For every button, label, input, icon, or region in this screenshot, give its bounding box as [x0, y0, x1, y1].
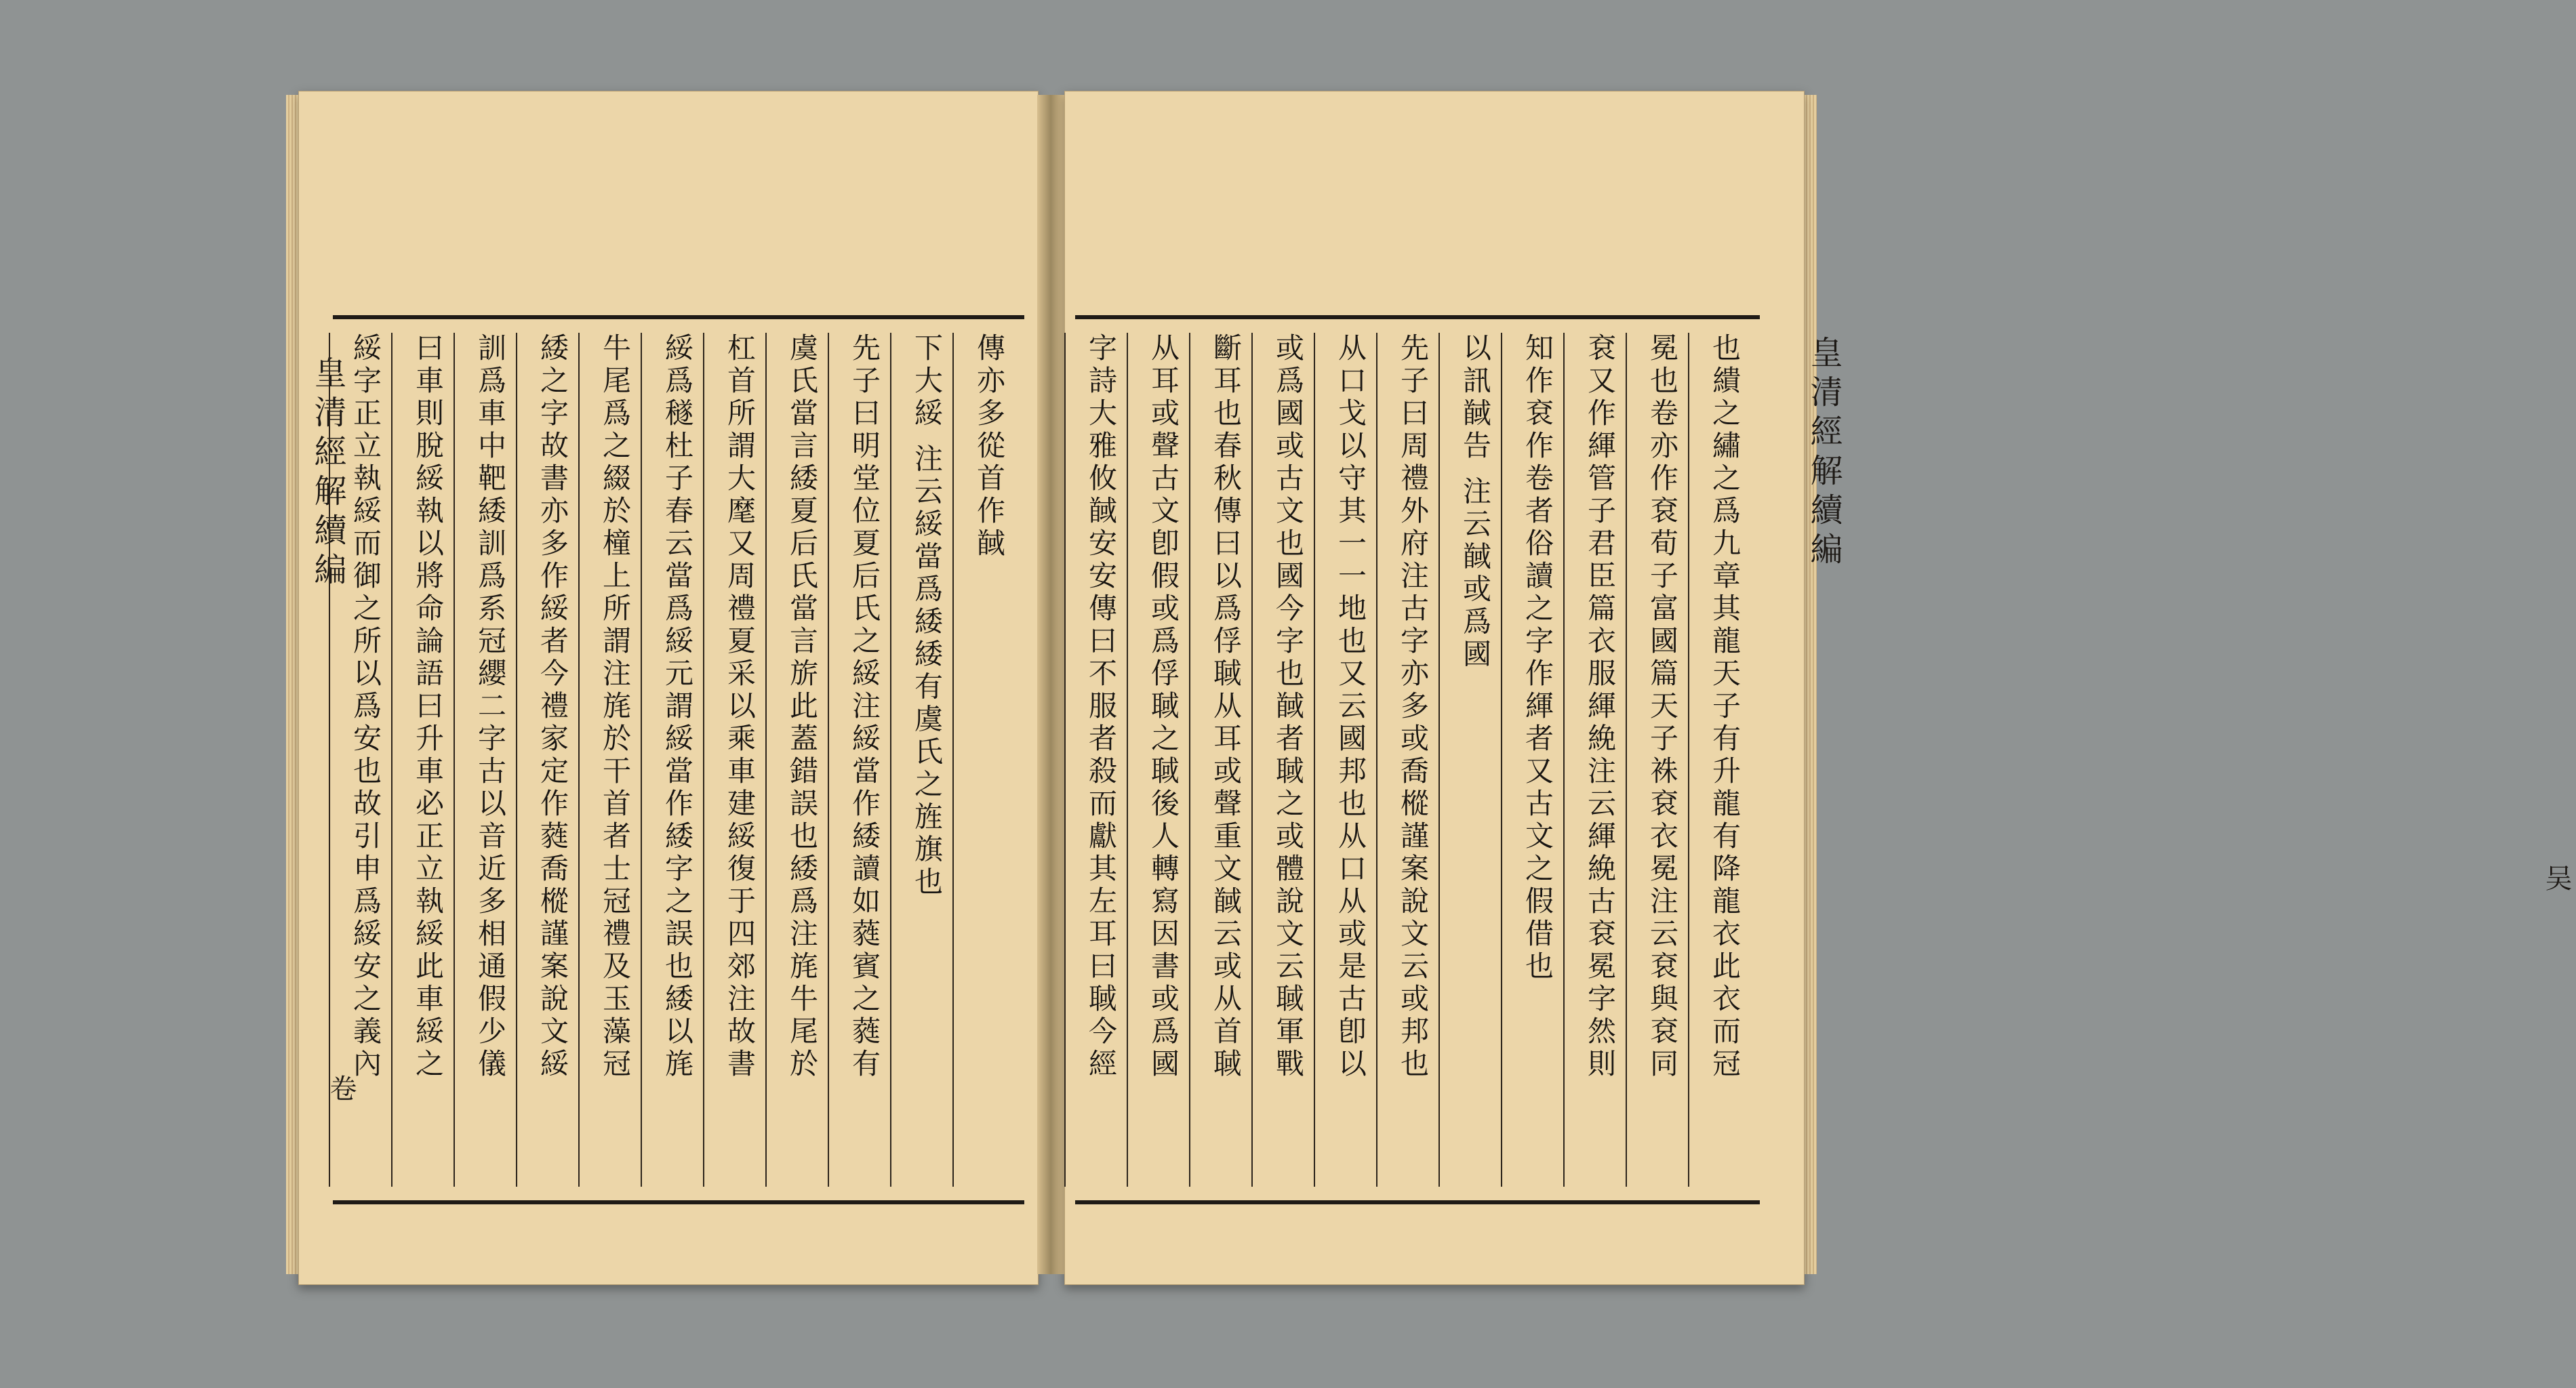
left-column-8: 緌之字故書亦多作綏者今禮家定作蕤喬樅謹案說文綏	[516, 333, 588, 1187]
open-book	[298, 81, 2572, 1301]
left-column-10: 曰車則脫綏執以將命論語曰升車必正立執綏此車綏之	[391, 333, 463, 1187]
right-page	[1064, 91, 2572, 1285]
book-spine	[1037, 95, 1064, 1274]
right-column-9: 斷耳也春秋傳曰以爲俘聝从耳或聲重文馘云或从首聝	[1189, 333, 1261, 1187]
right-column-2: 冕也卷亦作袞荀子富國篇天子袾袞衣冕注云袞與袞同	[1626, 333, 1697, 1187]
left-margin-title: 皇清經解續編	[308, 356, 346, 592]
left-page-mark: 卷	[325, 1074, 357, 1101]
right-column-6: 先子曰周禮外府注古字亦多或喬樅謹案說文云或邦也	[1376, 333, 1448, 1187]
right-column-10: 从耳或聲古文卽假或爲俘聝之聝後人轉寫因書或爲國	[1127, 333, 1199, 1187]
left-column-1: 傳亦多從首作馘	[952, 333, 1024, 1187]
right-column-4: 知作袞作卷者俗讀之字作緷者又古文之假借也	[1501, 333, 1573, 1187]
right-page-mark: 吴	[2541, 864, 2572, 891]
left-column-6: 綏爲穟杜子春云當爲綏元謂綏當作緌字之誤也緌以旄	[641, 333, 712, 1187]
left-column-3: 先子曰明堂位夏后氏之綏注綏當作緌讀如蕤賓之蕤有	[828, 333, 900, 1187]
right-column-1: 也繢之繡之爲九章其龍天子有升龍有降龍衣此衣而冠	[1688, 333, 1760, 1187]
right-column-8: 或爲國或古文也國今字也馘者聝之或體說文云聝軍戰	[1251, 333, 1323, 1187]
left-column-4: 虞氏當言緌夏后氏當言旂此蓋錯誤也緌爲注旄牛尾於	[765, 333, 837, 1187]
right-text-frame	[1075, 315, 1760, 1204]
left-column-9: 訓爲車中靶緌訓爲系冠纓二字古以音近多相通假少儀	[454, 333, 525, 1187]
left-page	[298, 91, 1039, 1285]
right-column-5: 以訊馘告 注云馘或爲國	[1438, 333, 1510, 1187]
left-column-2: 下大綏 注云綏當爲緌緌有虞氏之旌旗也	[890, 333, 962, 1187]
right-column-7: 从口戈以守其一一地也又云國邦也从口从或是古卽以	[1314, 333, 1386, 1187]
right-column-3: 袞又作緷管子君臣篇衣服緷絻注云緷絻古袞冕字然則	[1563, 333, 1635, 1187]
left-column-7: 牛尾爲之綴於橦上所謂注旄於干首者士冠禮及玉藻冠	[578, 333, 650, 1187]
right-margin-title: 皇清經解續編	[1805, 335, 1843, 571]
right-column-11: 字詩大雅攸馘安安傳曰不服者殺而獻其左耳曰聝今經	[1064, 333, 1136, 1187]
left-column-11: 綏字正立執綏而御之所以爲安也故引申爲綏安之義內	[329, 333, 401, 1187]
left-text-frame	[333, 315, 1024, 1204]
left-column-5: 杠首所謂大麾又周禮夏采以乘車建綏復于四郊注故書	[703, 333, 775, 1187]
